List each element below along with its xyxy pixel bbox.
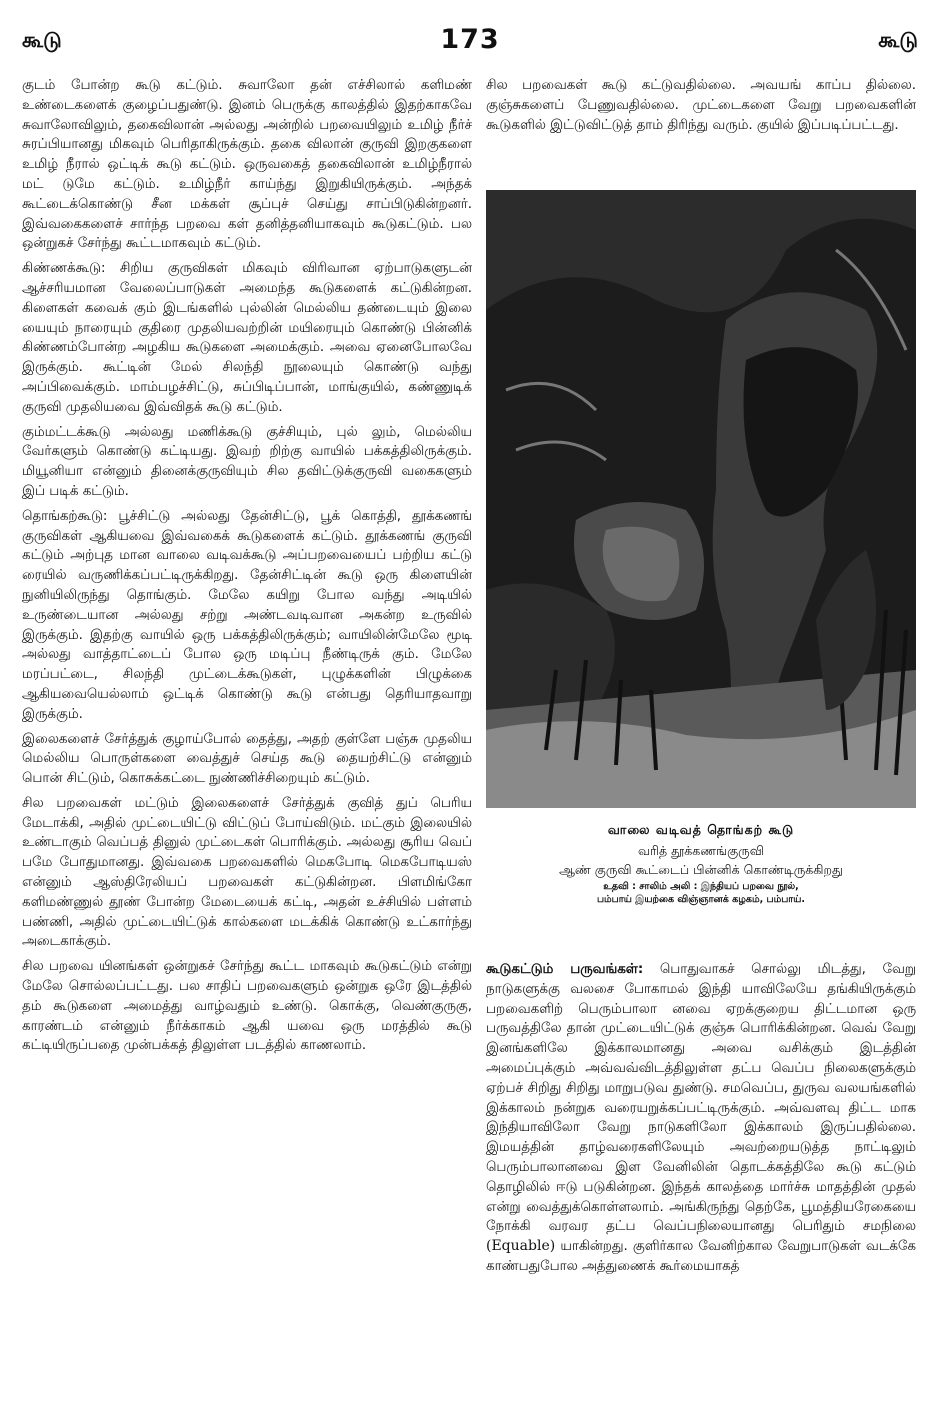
caption-title: வாலை வடிவத் தொங்கற் கூடு: [607, 822, 795, 837]
running-head-left: கூடு: [22, 28, 62, 52]
weaver-bird-illustration: [486, 190, 916, 808]
weaver-bird-drawing: [486, 190, 916, 808]
caption-credit-2: பம்பாய் இயற்கை விஞ்ஞானக் கழகம், பம்பாய்.: [596, 894, 806, 905]
paragraph-dome-nest: கும்மட்டக்கூடு அல்லது மணிக்கூடு குச்சியும், புல் லும், மெல்லிய வேர்களும் கொண்டு கட்டியது. இவற் றிற்கு வாயில் பக்கத்திலிருக்கும். மியூனியா என்னும் தினைக்குருவியும் சில தவிட்டுக்குருவி வகைகளும் இப் படிக் கட்டும்.: [22, 424, 472, 499]
paragraph-colonial-nests: சில பறவை யினங்கள் ஒன்றுகச் சேர்ந்து கூட்ட மாகவும் கூடுகட்டும் என்று மேலே சொல்லப்பட்டது. பல சாதிப் பறவைகளும் ஒன்றுக ஒரே இடத்தில் தம் கூடுகளை அமைத்து வாழ்வதும் உண்டு. கொக்கு, வெண்குருகு, காரண்டம் என்னும் நீர்க்காகம் ஆகி யவை ஒரு மரத்தில் கூடு கட்டியிருப்பதை முன்பக்கத் திலுள்ள படத்தில் காணலாம்.: [22, 959, 472, 1054]
nesting-seasons-text: பொதுவாகச் சொல்லு மிடத்து, வேறு நாடுகளுக்கு வலசை போகாமல் இந்தி யாவிலேயே தங்கியிருக்கும் பறவைகளிற் பெரும்பாலா னவை ஏறக்குறைய திட்டமான ஒரு பருவத்திலே தான் முட்டையிட்டுக் குஞ்சு பொரிக்கின்றன. வெவ் வேறு இனங்களிலே இக்காலமானது அவை வசிக்கும் இடத்தின் அமைப்புக்கும் அவ்வவ்விடத்திலுள்ள தட்ப வெப்ப நிலைகளுக்கும் ஏற்பச் சிறிது சிறிது மாறுபடுவ துண்டு. சமவெப்ப, துருவ வலயங்களில் இக்காலம் நன்றுக வரையறுக்கப்பட்டிருக்கும். அவ்வளவு திட்ட மாக இந்தியாவிலோ வேறு நாடுகளிலோ இக்காலம் இருப்பதில்லை. இமயத்தின் தாழ்வரைகளிலேயும் அவற்றையடுத்த நாட்டிலும் பெரும்பாலானவை இள வேனிலின் தொடக்கத்திலே கூடு கட்டும் தொழிலில் ஈடு படுகின்றன. இந்தக் காலத்தை மார்ச்சு மாதத்தின் முதல் என்று வைத்துக்கொள்ளலாம். அங்கிருந்து தெற்கே, பூமத்தியரேகையை நோக்கி வரவர தட்ப வெப்பநிலையானது பெரிதும் சமநிலை: [486, 962, 916, 1235]
paragraph-mound-nest: சில பறவைகள் மட்டும் இலைகளைச் சேர்த்துக் குவித் துப் பெரிய மேடாக்கி, அதில் முட்டையிட்டு விட்டுப் போய்விடும். மட்கும் இலையில் உண்டாகும் வெப்பத் தினுல் முட்டைகள் பொரிக்கும். அல்லது சூரிய வெப் பமே போதுமானது. இவ்வகை பறவைகளில் மெகபோடி மெகபோடியஸ் என்னும் ஆஸ்திரேலியப் பறவைகள் கட்டுகின்றன. பிளமிங்கோ களிமண்ணுல் தூண் போன்ற மேடையைக் கட்டி, அதன் உச்சியில் பள்ளம் பண்ணி, அதில் முட்டையிட்டுக் கால்களை மடக்கிக் கொண்டு உட்கார்ந்து அடைகாக்கும்.: [22, 795, 472, 950]
paragraph-hanging-nest: தொங்கற்கூடு: பூச்சிட்டு அல்லது தேன்சிட்டு, பூக் கொத்தி, தூக்கணங் குருவிகள் ஆகியவை இவ்வகைக் கூடுகளைக் கட்டும். தூக்கணங் குருவி கட்டும் அற்புத மான வாலை வடிவக்கூடு அப்பறவையைப் பற்றிய கட்டு ரையில் வருணிக்கப்பட்டிருக்கிறது. தேன்சிட்டின் கூடு ஒரு கிளையின் நுனியிலிருந்து தொங்கும். மேலே கயிறு போல வந்து அடியில் உருண்டையான அல்லது சற்று அண்டவடிவான அகன்ற உருவில் இருக்கும். இதற்கு வாயில் ஒரு பக்கத்திலிருக்கும்; வாயிலின்மேலே மூடி அல்லது வாத்தாட்டைப் போல ஒரு மடிப்பு நீண்டிருக் கும். மேலே மரப்பட்டை, சிலந்தி முட்டைக்கூடுகள், புழுக்களின் பிழுக்கை ஆகியவையெல்லாம் ஒட்டிக் கொண்டு கூடு என்பது தெரியாதவாறு இருக்கும்.: [22, 508, 472, 722]
paragraph-brood-parasites: சில பறவைகள் கூடு கட்டுவதில்லை. அவயங் காப்ப தில்லை. குஞ்சுகளைப் பேணுவதில்லை. முட்டைகளை வேறு பறவைகளின் கூடுகளில் இட்டுவிட்டுத் தாம் திரிந்து வரும். குயில் இப்படிப்பட்டது.: [486, 78, 916, 133]
left-column: [22, 76, 472, 1366]
figure-caption: [486, 822, 916, 907]
paragraph-tailorbird-nest: இலைகளைச் சேர்த்துக் குழாய்போல் தைத்து, அதற் குள்ளே பஞ்சு முதலிய மெல்லிய பொருள்களை வைத்துச் செய்த கூடு தையற்சிட்டு என்னும் பொன் சிட்டும், கொசுக்கட்டை நுண்ணிச்சிறையும் கட்டும்.: [22, 731, 472, 787]
caption-description: ஆண் குருவி கூட்டைப் பின்னிக் கொண்டிருக்கிறது: [559, 862, 843, 877]
right-column-top: [486, 76, 916, 176]
caption-species: வரித் தூக்கணங்குருவி: [638, 843, 764, 858]
running-head-right: கூடு: [878, 28, 918, 52]
english-term: (Equable): [486, 1238, 556, 1255]
paragraph-swallow-nests: குடம் போன்ற கூடு கட்டும். சுவாலோ தன் எச்சிலால் களிமண் உண்டைகளைக் குழைப்பதுண்டு. இனம் பெருக்கு காலத்தில் இதற்காகவே சுவாலோவிலும், தகைவிலான் அல்லது அன்றில் பறவையிலும் உமிழ் நீர்ச் சுரப்பியானது மிகவும் பெரிதாகிருக்கும். தகை விலான் குருவி இறகுகளை உமிழ் நீரால் ஒட்டிக் கூடு கட்டும். ஒருவகைத் தகைவிலான் உமிழ்நீரால் மட் டுமே கட்டும். உமிழ்நீர் காய்ந்து இறுகியிருக்கும். அந்தக் கூட்டைக்கொண்டு சீன மக்கள் சூப்புச் செய்து சாப்பிடுகின்றனர். இவ்வகைகளைச் சார்ந்த பறவை கள் தனித்தனியாகவும் கூடுகட்டும். பல ஒன்றுகச் சேர்ந்து கூட்டமாகவும் கட்டும்.: [22, 78, 472, 252]
section-heading-nesting-seasons: கூடுகட்டும் பருவங்கள்:: [486, 962, 644, 977]
page-number: 173: [440, 24, 500, 55]
nesting-seasons-text-continued: யாகின்றது. குளிர்கால வேனிற்கால வேறுபாடுகள் வடக்கே காண்பதுபோல அத்துணைக் கூர்மையாகத்: [486, 1239, 916, 1274]
right-column-bottom: [486, 960, 916, 1380]
running-head: [22, 24, 918, 64]
paragraph-nesting-seasons: [486, 960, 916, 1277]
paragraph-cup-nest: கிண்ணக்கூடு: சிறிய குருவிகள் மிகவும் விரிவான ஏற்பாடுகளுடன் ஆச்சரியமான வேலைப்பாடுகள் அமைந்த கூடுகளைக் கட்டுகின்றன. கிளைகள் கவைக் கும் இடங்களில் புல்லின் மெல்லிய தண்டையும் இலை யையும் நாரையும் குதிரை முதலியவற்றின் மயிரையும் கொண்டு பின்னிக் கிண்ணம்போன்ற அழகிய கூடுகளை அமைக்கும். அவை ஏனைபோலவே இருக்கும். கூட்டின் மேல் சிலந்தி நூலையும் கொண்டு வந்து அப்பிவைக்கும். மாம்பழச்சிட்டு, சுப்பிடிப்பான், மாங்குயில், கண்ணுடிக் குருவி முதலியவை இவ்விதக் கூடு கட்டும்.: [22, 261, 472, 415]
caption-credit-1: உதவி : சாலிம் அலி : இந்தியப் பறவை நூல்,: [603, 881, 799, 892]
